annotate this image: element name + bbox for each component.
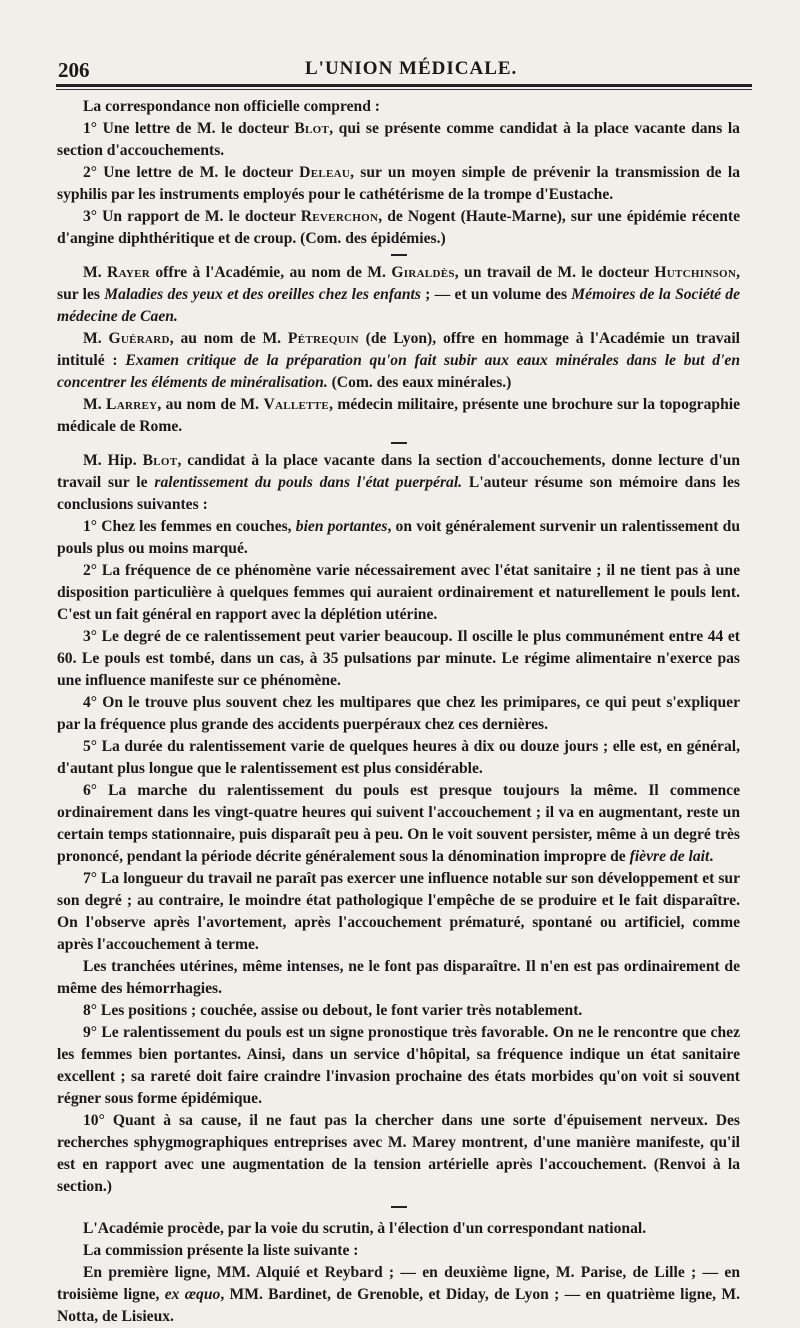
running-title: L'UNION MÉDICALE. xyxy=(305,58,518,79)
paragraph: Les tranchées utérines, même intenses, ne le font pas disparaître. Il n'en est pas ordinairement de même des hémorrhagies. xyxy=(57,958,740,997)
section-separator xyxy=(391,254,407,256)
paragraph: M. Hip. Blot, candidat à la place vacante dans la section d'accouchements, donne lecture d'un travail sur le ralentissement du pouls dans l'état puerpéral. L'auteur résume son mémoire dans les conclusions suivantes : xyxy=(57,452,741,513)
conclusion-item: 4° On le trouve plus souvent chez les multipares que chez les primipares, ce qui peut s'expliquer par la fréquence plus grande des accidents puerpéraux chez ces dernières. xyxy=(57,694,740,733)
section-separator xyxy=(391,442,407,444)
page-number: 206 xyxy=(58,58,90,82)
conclusion-item: 2° La fréquence de ce phénomène varie nécessairement avec l'état sanitaire ; il ne tient pas à une disposition particulière à quelques femmes qui auraient ordinairement et naturellement le pouls lent. C'est un fait général en rapport avec la déplétion utérine. xyxy=(57,562,740,623)
header-rule-thin xyxy=(56,89,752,90)
paragraph: La commission présente la liste suivante : xyxy=(83,1242,359,1259)
conclusion-item: 10° Quant à sa cause, il ne faut pas la chercher dans une sorte d'épuisement nerveux. Des recherches sphygmographiques entreprises avec M. Marey montrent, d'une manière manifeste, qu'il est en rapport avec une augmentation de la tension artérielle après l'accouchement. (Renvoi à la section.) xyxy=(57,1112,740,1195)
paragraph: En première ligne, MM. Alquié et Reybard ; — en deuxième ligne, M. Parise, de Lille ; — en troisième ligne, ex æquo, MM. Bardinet, de Grenoble, et Diday, de Lyon ; — en quatrième ligne, M. Notta, de Lisieux. xyxy=(57,1264,740,1325)
header-rule xyxy=(56,84,752,87)
article-body xyxy=(57,96,740,1328)
paragraph: La correspondance non officielle comprend : xyxy=(83,98,380,115)
conclusion-item: 3° Le degré de ce ralentissement peut varier beaucoup. Il oscille le plus communément entre 44 et 60. Le pouls est tombé, dans un cas, à 35 pulsations par minute. Le régime alimentaire n'exerce pas une influence manifeste sur ce phénomène. xyxy=(57,628,740,689)
paragraph: 3° Un rapport de M. le docteur Reverchon, de Nogent (Haute-Marne), sur une épidémie récente d'angine diphthéritique et de croup. (Com. des épidémies.) xyxy=(57,208,741,247)
conclusion-item: 9° Le ralentissement du pouls est un signe pronostique très favorable. On ne le rencontre que chez les femmes bien portantes. Ainsi, dans un service d'hôpital, sa fréquence indique un état sanitaire excellent ; sa rareté doit faire craindre l'invasion prochaine des états morbides qu'on voit si souvent régner sous forme épidémique. xyxy=(57,1024,740,1107)
conclusion-item: 7° La longueur du travail ne paraît pas exercer une influence notable sur son développement et sur son degré ; au contraire, le moindre état pathologique l'empêche de se produire et le fait disparaître. On l'observe après l'avortement, après l'accouchement prématuré, spontané ou artificiel, comme après l'accouchement à terme. xyxy=(57,870,740,953)
conclusion-item: 8° Les positions ; couchée, assise ou debout, le font varier très notablement. xyxy=(83,1002,583,1019)
conclusion-item: 6° La marche du ralentissement du pouls est presque toujours la même. Il commence ordinairement dans les vingt-quatre heures qui suivent l'accouchement ; il va en augmentant, reste un certain temps stationnaire, puis disparaît peu à peu. On le voit souvent persister, même à un degré très prononcé, pendant la période décrite généralement sous la dénomination impropre de fièvre de lait. xyxy=(57,782,740,865)
paragraph: L'Académie procède, par la voie du scrutin, à l'élection d'un correspondant national. xyxy=(83,1220,647,1237)
paragraph: 1° Une lettre de M. le docteur Blot, qui se présente comme candidat à la place vacante dans la section d'accouchements. xyxy=(57,120,740,159)
paragraph: M. Guérard, au nom de M. Pétrequin (de Lyon), offre en hommage à l'Académie un travail intitulé : Examen critique de la préparation qu'on fait subir aux eaux minérales dans le but d'en concentrer les éléments de minéralisation. (Com. des eaux minérales.) xyxy=(57,330,741,391)
section-separator xyxy=(391,1206,407,1208)
paragraph: 2° Une lettre de M. le docteur Deleau, sur un moyen simple de prévenir la transmission de la syphilis par les instruments employés pour le cathétérisme de la trompe d'Eustache. xyxy=(57,164,740,203)
paragraph: M. Larrey, au nom de M. Vallette, médecin militaire, présente une brochure sur la topographie médicale de Rome. xyxy=(57,396,741,435)
page-header xyxy=(0,50,800,84)
conclusion-item: 1° Chez les femmes en couches, bien portantes, on voit généralement survenir un ralentissement du pouls plus ou moins marqué. xyxy=(57,518,740,557)
paragraph: M. Rayer offre à l'Académie, au nom de M. Giraldès, un travail de M. le docteur Hutchinson, sur les Maladies des yeux et des oreilles chez les enfants ; — et un volume des Mémoires de la Société de médecine de Caen. xyxy=(57,264,741,325)
conclusion-item: 5° La durée du ralentissement varie de quelques heures à dix ou douze jours ; elle est, en général, d'autant plus longue que le ralentissement est plus considérable. xyxy=(57,738,740,777)
